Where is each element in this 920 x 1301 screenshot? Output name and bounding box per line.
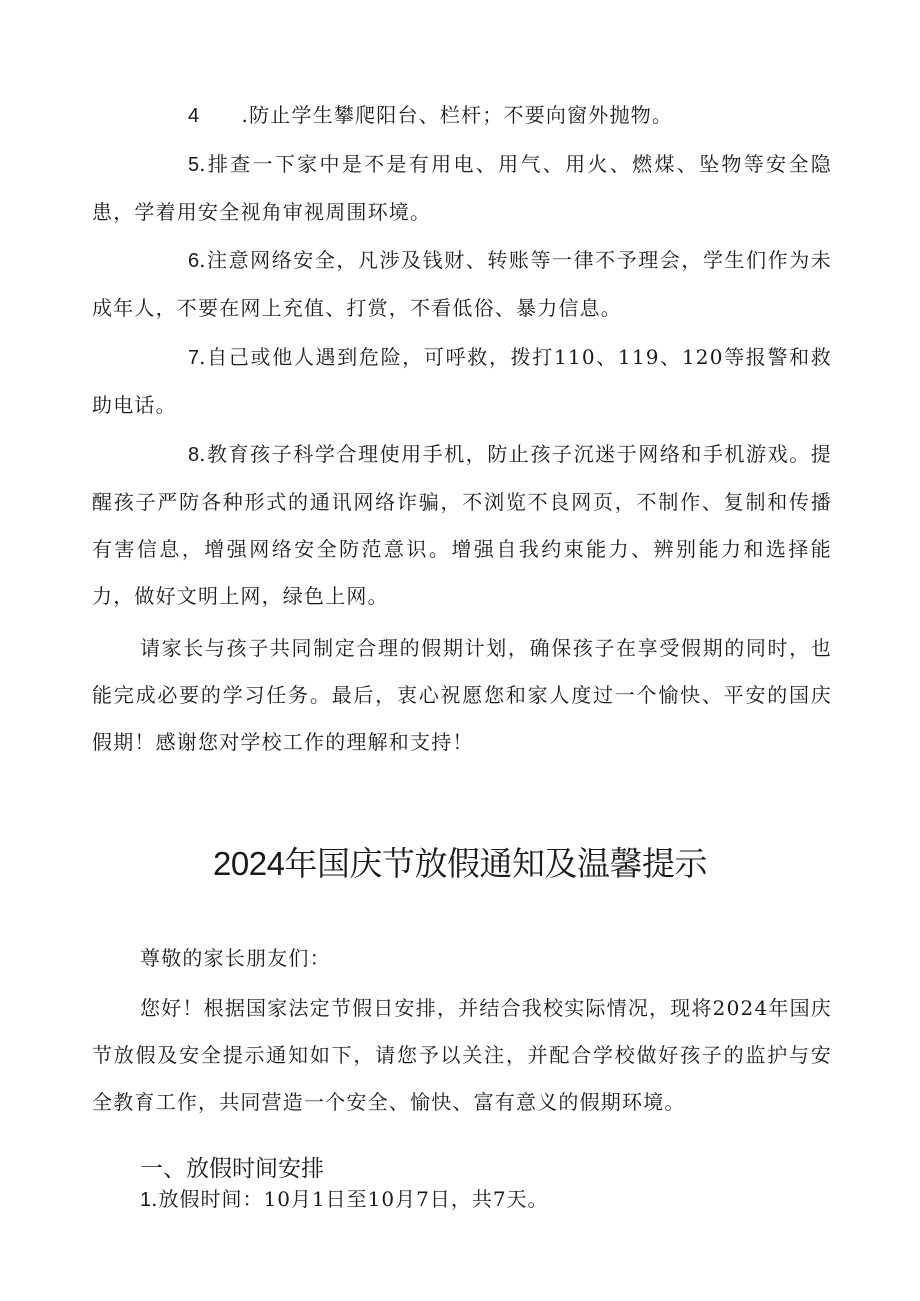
item-text: 教育孩子科学合理使用手机，防止孩子沉迷于网络和手机游戏。提醒孩子严防各种形式的通讯网络诈骗，不浏览不良网页，不制作、复制和传播有害信息，增强网络安全防范意识。增强自我约束能力、辨别能力和选择能力，做好文明上网，绿色上网。 [92, 442, 832, 608]
item-separator: . [199, 345, 207, 369]
list-item-5 [92, 141, 832, 236]
item-separator: . [199, 248, 207, 272]
sub-item-1 [140, 1183, 549, 1216]
intro-paragraph: 您好！根据国家法定节假日安排，并结合我校实际情况，现将2024年国庆节放假及安全提示通知如下，请您予以关注，并配合学校做好孩子的监护与安全教育工作，共同营造一个安全、愉快、富有意义的假期环境。 [92, 996, 832, 1114]
section-heading: 一、放假时间安排 [140, 1155, 324, 1181]
item-number: 6 [188, 250, 200, 272]
item-separator: . [199, 442, 207, 466]
item-separator: . [151, 1187, 159, 1211]
item-number: 5 [188, 154, 200, 176]
document-title: 2024年国庆节放假通知及温馨提示 [213, 845, 707, 882]
closing-paragraph: 请家长与孩子共同制定合理的假期计划，确保孩子在享受假期的同时，也能完成必要的学习任务。最后，衷心祝愿您和家人度过一个愉快、平安的国庆假期！感谢您对学校工作的理解和支持！ [92, 636, 832, 754]
list-item-4 [92, 92, 832, 140]
item-number: 7 [188, 347, 200, 369]
item-number: 8 [188, 444, 200, 466]
item-text: 放假时间：10月1日至10月7日，共7天。 [158, 1187, 549, 1211]
list-item-6 [92, 237, 832, 332]
item-text: 自己或他人遇到危险，可呼救，拨打110、119、120等报警和救助电话。 [92, 345, 832, 417]
list-item-8 [92, 431, 832, 620]
item-number: 4 [188, 105, 200, 127]
item-number: 1 [140, 1189, 152, 1211]
item-separator: . [199, 103, 250, 127]
item-text: 防止学生攀爬阳台、栏杆；不要向窗外抛物。 [249, 103, 674, 127]
greeting-line: 尊敬的家长朋友们： [140, 946, 331, 970]
item-text: 注意网络安全，凡涉及钱财、转账等一律不予理会，学生们作为未成年人，不要在网上充值、打赏，不看低俗、暴力信息。 [92, 248, 832, 320]
item-separator: . [199, 152, 207, 176]
list-item-7 [92, 334, 832, 429]
item-text: 排查一下家中是不是有用电、用气、用火、燃煤、坠物等安全隐患，学着用安全视角审视周围环境。 [92, 152, 832, 224]
